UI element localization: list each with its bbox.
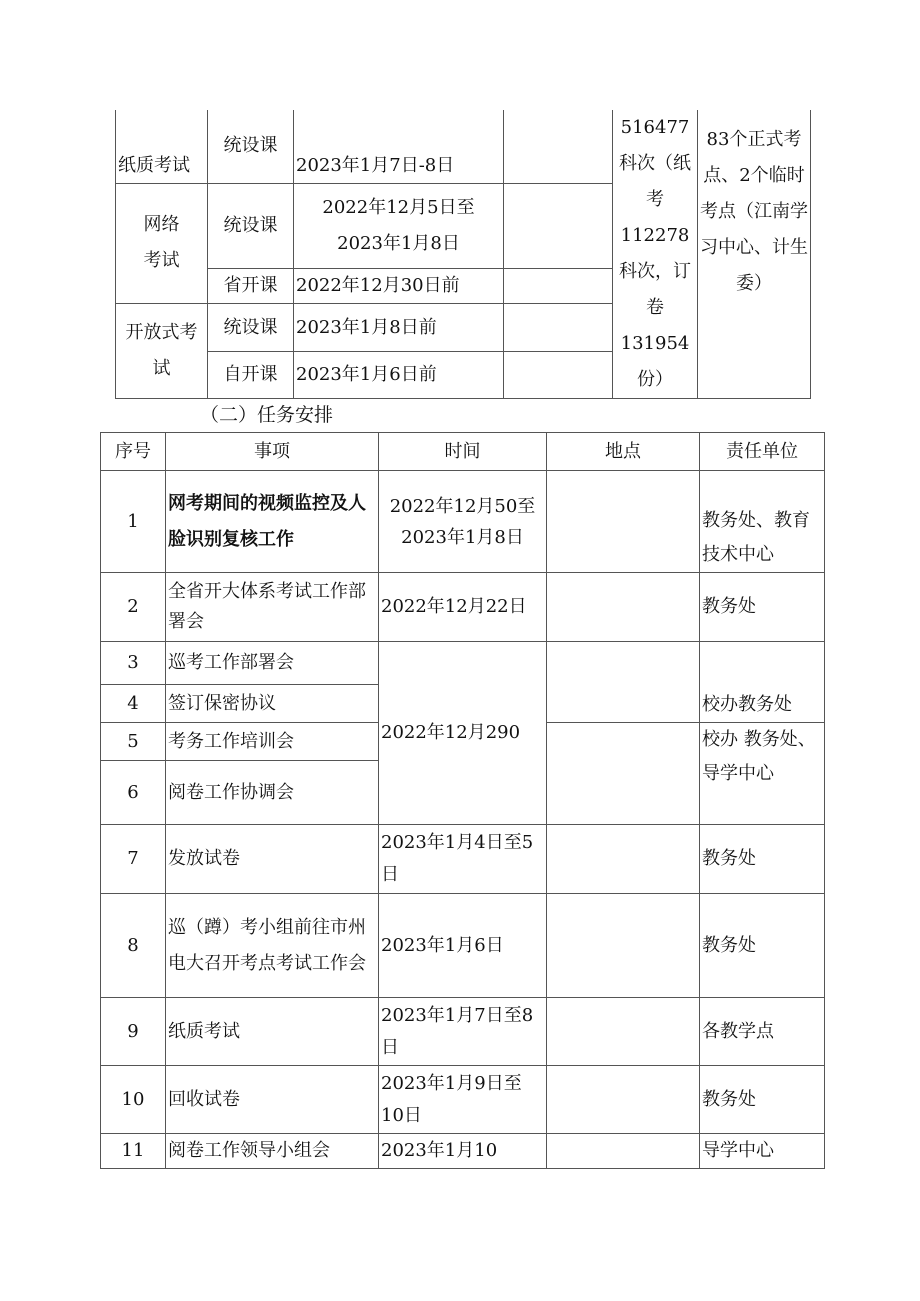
empty-cell <box>504 352 613 399</box>
header-item: 事项 <box>166 433 379 471</box>
row-time: 2022年12月22日 <box>379 573 547 642</box>
row-item: 签订保密协议 <box>166 685 379 723</box>
row-time: 2023年1月9日至10日 <box>379 1066 547 1134</box>
course-type: 统设课 <box>208 304 294 352</box>
row-item: 纸质考试 <box>166 998 379 1066</box>
row-no: 3 <box>101 642 166 685</box>
row-item: 发放试卷 <box>166 825 379 894</box>
course-type: 统设课 <box>208 110 294 183</box>
row-no: 5 <box>101 723 166 761</box>
row-place <box>547 998 700 1066</box>
row-unit: 教务处 <box>700 1066 825 1134</box>
row-no: 7 <box>101 825 166 894</box>
exam-type: 网络考试 <box>116 183 208 304</box>
empty-cell <box>504 304 613 352</box>
row-item: 巡考工作部署会 <box>166 642 379 685</box>
empty-cell <box>504 110 613 183</box>
row-unit: 各教学点 <box>700 998 825 1066</box>
row-unit: 教务处 <box>700 825 825 894</box>
row-no: 6 <box>101 761 166 825</box>
row-item: 考务工作培训会 <box>166 723 379 761</box>
exam-sites: 83个正式考点、2个临时考点（江南学习中心、计生委） <box>698 110 811 399</box>
row-time: 2022年12月290 <box>379 642 547 825</box>
row-place <box>547 1066 700 1134</box>
row-place <box>547 471 700 573</box>
header-place: 地点 <box>547 433 700 471</box>
row-place <box>547 1134 700 1169</box>
row-no: 4 <box>101 685 166 723</box>
row-no: 10 <box>101 1066 166 1134</box>
exam-date: 2022年12月30日前 <box>294 269 504 304</box>
row-no: 8 <box>101 894 166 998</box>
row-unit: 校办 教务处、导学中心 <box>700 723 825 825</box>
row-place <box>547 825 700 894</box>
task-table <box>100 432 825 1169</box>
row-item: 网考期间的视频监控及人脸识别复核工作 <box>166 471 379 573</box>
row-no: 2 <box>101 573 166 642</box>
row-time: 2023年1月4日至5日 <box>379 825 547 894</box>
row-place <box>547 894 700 998</box>
exam-count: 516477科次（纸考112278科次，订卷131954份） <box>613 110 698 399</box>
row-place <box>547 723 700 825</box>
row-time: 2023年1月10 <box>379 1134 547 1169</box>
course-type: 省开课 <box>208 269 294 304</box>
row-no: 11 <box>101 1134 166 1169</box>
row-no: 9 <box>101 998 166 1066</box>
row-item: 回收试卷 <box>166 1066 379 1134</box>
header-unit: 责任单位 <box>700 433 825 471</box>
section-title: （二）任务安排 <box>200 404 334 426</box>
row-place <box>547 642 700 723</box>
exam-date: 2023年1月6日前 <box>294 352 504 399</box>
row-time: 2022年12月50至2023年1月8日 <box>379 471 547 573</box>
row-unit: 教务处、教育技术中心 <box>700 471 825 573</box>
row-unit: 校办教务处 <box>700 642 825 723</box>
course-type: 自开课 <box>208 352 294 399</box>
course-type: 统设课 <box>208 183 294 269</box>
empty-cell <box>504 183 613 269</box>
exam-date: 2023年1月7日-8日 <box>294 110 504 183</box>
row-item: 全省开大体系考试工作部署会 <box>166 573 379 642</box>
exam-type: 纸质考试 <box>116 110 208 183</box>
exam-date: 2023年1月8日前 <box>294 304 504 352</box>
row-unit: 教务处 <box>700 573 825 642</box>
exam-schedule-table <box>115 110 811 399</box>
row-item: 巡（蹲）考小组前往市州电大召开考点考试工作会 <box>166 894 379 998</box>
row-time: 2023年1月6日 <box>379 894 547 998</box>
row-unit: 导学中心 <box>700 1134 825 1169</box>
exam-type: 开放式考试 <box>116 304 208 399</box>
header-no: 序号 <box>101 433 166 471</box>
empty-cell <box>504 269 613 304</box>
row-unit: 教务处 <box>700 894 825 998</box>
row-item: 阅卷工作协调会 <box>166 761 379 825</box>
exam-date: 2022年12月5日至2023年1月8日 <box>294 183 504 269</box>
row-no: 1 <box>101 471 166 573</box>
row-place <box>547 573 700 642</box>
header-time: 时间 <box>379 433 547 471</box>
row-item: 阅卷工作领导小组会 <box>166 1134 379 1169</box>
row-time: 2023年1月7日至8日 <box>379 998 547 1066</box>
